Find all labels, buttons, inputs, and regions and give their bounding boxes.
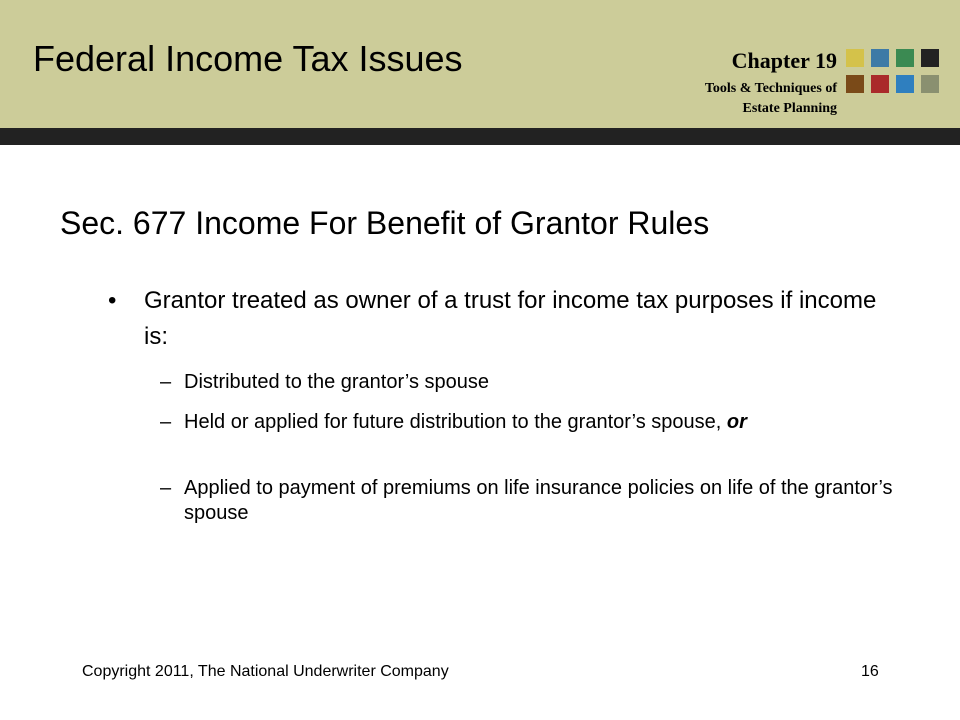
decor-square — [846, 75, 864, 93]
bullet-text: Grantor treated as owner of a trust for income tax purposes if income is: — [144, 287, 877, 350]
sub-bullet-marker: – — [160, 371, 172, 393]
chapter-subtitle — [705, 79, 837, 119]
decor-square — [846, 49, 864, 67]
page-number: 16 — [861, 663, 879, 680]
decor-square — [921, 75, 939, 93]
sub-bullet-marker: – — [160, 411, 172, 433]
decor-square — [871, 75, 889, 93]
bullet-marker: • — [108, 287, 117, 314]
sub-bullet-text: Distributed to the grantor’s spouse — [184, 371, 489, 393]
chapter-block — [705, 49, 837, 119]
decor-square — [921, 49, 939, 67]
deck-title: Federal Income Tax Issues — [33, 38, 463, 79]
decor-square — [871, 49, 889, 67]
sub-bullet-marker: – — [160, 477, 172, 499]
sub-bullet-text: Applied to payment of premiums on life insurance policies on life of the grantor’s spouse — [184, 477, 893, 524]
sub-bullet-text — [184, 410, 894, 435]
footer-copyright: Copyright 2011, The National Underwriter Company — [82, 663, 449, 680]
chapter-title: Chapter 19 — [731, 48, 837, 73]
slide-title: Sec. 677 Income For Benefit of Grantor Rules — [60, 205, 710, 241]
decor-square — [896, 49, 914, 67]
chapter-subtitle-line2: Estate Planning — [742, 101, 837, 116]
header-divider-bar — [0, 128, 960, 145]
chapter-subtitle-line1: Tools & Techniques of — [704, 81, 837, 96]
decor-square — [896, 75, 914, 93]
sub-bullet-text-main: Held or applied for future distribution to the grantor’s spouse, — [184, 411, 727, 433]
sub-bullet-emphasis: or — [726, 411, 747, 433]
